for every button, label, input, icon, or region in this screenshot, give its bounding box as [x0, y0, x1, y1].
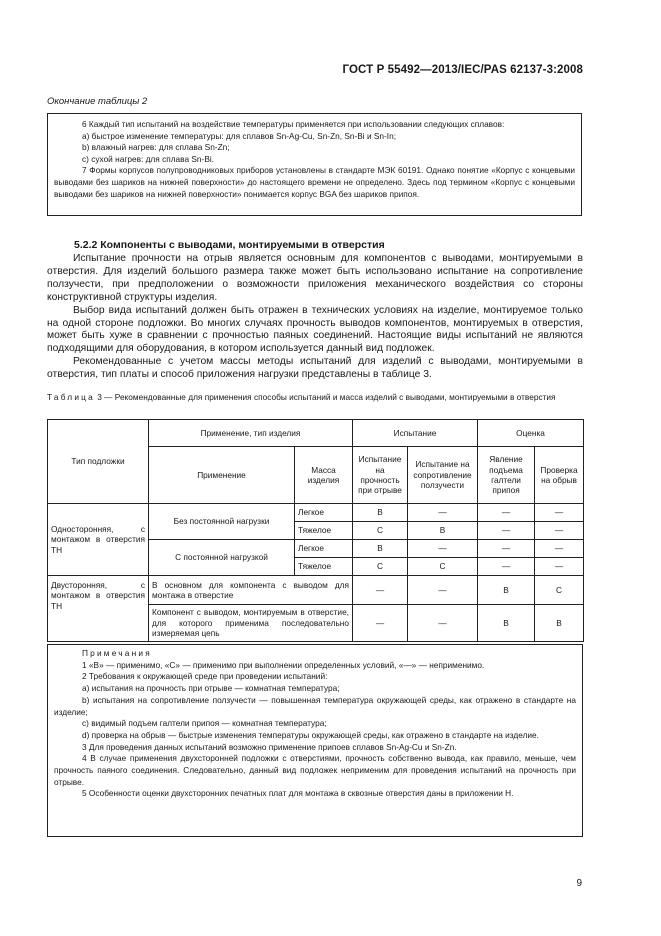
document-code-header: ГОСТ Р 55492—2013/IEC/PAS 62137-3:2008 [342, 64, 583, 76]
table-cell: B [353, 540, 408, 558]
paragraph-2: Выбор вида испытаний должен быть отражен в технических условиях на изделие, монтируемое только на одной стороне подложки. Во многих случаях прочность выводов компонентов, монтируемых в отверстия, может быть хуже в сравнении с прочностью паяных соединений. Настоящие виды испытаний не являются подходящими для оборудования, в котором используется данный вид подложек. [47, 304, 583, 355]
table-cell: C [353, 522, 408, 540]
row-component-sequential: Компонент с выводом, монтируемым в отверстие, для которого применима последовательно измеряемая цепь [149, 605, 353, 642]
table-cell: C [408, 558, 478, 576]
table-cell: — [478, 558, 535, 576]
table2-notes-box [47, 113, 582, 216]
table-cell: C [535, 576, 584, 605]
table-cell: — [408, 504, 478, 522]
note-2: 2 Требования к окружающей среде при проведении испытаний: [82, 671, 328, 682]
header-evaluation-group: Оценка [478, 420, 584, 447]
table-cell: — [535, 540, 584, 558]
mass-light: Легкое [295, 504, 353, 522]
table-cell: — [535, 522, 584, 540]
table-cell: — [353, 605, 408, 642]
table3-caption [47, 392, 583, 403]
note-1: 1 «B» — применимо, «C» — применимо при выполнении определенных условий, «—» — неприменимо. [82, 659, 485, 670]
table-continuation-caption: Окончание таблицы 2 [47, 96, 148, 107]
section-body [47, 253, 583, 382]
row-single-sided: Односторонняя, с монтажом в отверстия TH [48, 504, 149, 576]
note-2b: b) испытания на сопротивление ползучести — повышенная температура окружающей среды, как отражено в стандарте на изделие; [54, 694, 576, 717]
mass-light: Легкое [295, 540, 353, 558]
header-open-check: Проверка на обрыв [535, 447, 584, 504]
table-cell: — [353, 576, 408, 605]
table-cell: — [408, 605, 478, 642]
row-no-load: Без постоянной нагрузки [149, 504, 295, 540]
header-application-group: Применение, тип изделия [149, 420, 353, 447]
header-test-group: Испытание [353, 420, 478, 447]
header-pull-test: Испытание на прочность при отрыве [353, 447, 408, 504]
table3-caption-word: Таблица [47, 392, 95, 402]
table-cell: — [478, 540, 535, 558]
page-number: 9 [576, 878, 582, 889]
table-cell: B [478, 605, 535, 642]
table-cell: B [535, 605, 584, 642]
table-cell: C [353, 558, 408, 576]
table3-caption-text: 3 — Рекомендованные для применения способы испытаний и масса изделий с выводами, монтируемыми в отверстия [97, 392, 556, 402]
notes-title: Примечания [82, 648, 152, 658]
table-cell: — [535, 558, 584, 576]
table-row [48, 504, 584, 522]
header-creep-test: Испытание на сопротивление ползучести [408, 447, 478, 504]
table-3 [47, 419, 584, 642]
row-constant-load: С постоянной нагрузкой [149, 540, 295, 576]
table-cell: — [408, 540, 478, 558]
mass-heavy: Тяжелое [295, 558, 353, 576]
paragraph-1: Испытание прочности на отрыв является основным для компонентов с выводами, монтируемыми в отверстия. Для изделий большого размера также может быть использовано испытание на сопротивление ползучести, при предположении о возможности приложения механического воздействия со стороны конструктивной структуры изделия. [47, 253, 583, 303]
table-cell: B [353, 504, 408, 522]
note-6-item-a: a) быстрое изменение температуры: для сплавов Sn-Ag-Cu, Sn-Zn, Sn-Bi и Sn-In; [82, 130, 397, 141]
header-substrate-type: Тип подложки [48, 420, 149, 504]
paragraph-3: Рекомендованные с учетом массы методы испытаний для изделий с выводами, монтируемыми в отверстия, тип платы и способ приложения нагрузки представлены в таблице 3. [47, 356, 583, 381]
table-cell: — [478, 522, 535, 540]
table3-notes-box [47, 644, 583, 837]
note-6-intro: 6 Каждый тип испытаний на воздействие температуры применяется при использовании следующих сплавов: [82, 119, 505, 129]
note-6-item-c: c) сухой нагрев: для сплава Sn-Bi. [82, 153, 214, 164]
table-cell: B [478, 576, 535, 605]
note-6-item-b: b) влажный нагрев: для сплава Sn-Zn; [82, 142, 230, 153]
note-4: 4 В случае применения двухсторонней подложки с отверстиями, прочность собственно вывода, как правило, меньше, чем прочность паяного соединения. Следовательно, данный вид подложек неприменим для проведения испытаний на прочность при отрыве. [54, 753, 576, 787]
note-2c: c) видимый подъем галтели припоя — комнатная температура; [82, 718, 327, 729]
note-5: 5 Особенности оценки двухсторонних печатных плат для монтажа в сквозные отверстия даны в приложении Н. [82, 788, 514, 799]
section-heading: 5.2.2 Компоненты с выводами, монтируемыми в отверстия [74, 239, 385, 251]
header-mass: Масса изделия [295, 447, 353, 504]
header-application: Применение [149, 447, 295, 504]
note-2a: a) испытания на прочность при отрыве — комнатная температура; [82, 683, 340, 694]
note-2d: d) проверка на обрыв — быстрые изменения температуры окружающей среды, как отражено в стандарте на изделие. [82, 729, 539, 740]
row-double-sided: Двусторонняя, с монтажом в отверстия TH [48, 576, 149, 642]
note-7: 7 Формы корпусов полупроводниковых приборов установлены в стандарте МЭК 60191. Однако понятие «Корпус с концевыми выводами без шариков на нижней поверхности» до настоящего времени не определено. Здесь под термином «Корпус с концевыми выводами без шариков на нижней поверхности» понимается корпус BGA без шариков припоя. [54, 165, 575, 199]
note-3: 3 Для проведения данных испытаний возможно применение припоев сплавов Sn-Ag-Cu и Sn-Zn. [82, 741, 457, 752]
table-cell: — [408, 576, 478, 605]
mass-heavy: Тяжелое [295, 522, 353, 540]
header-fillet-lift: Явление подъема галтели припоя [478, 447, 535, 504]
table-cell: B [408, 522, 478, 540]
row-component-mount: В основном для компонента с выводом для монтажа в отверстие [149, 576, 353, 605]
table-cell: — [478, 504, 535, 522]
table-row [48, 576, 584, 605]
table-cell: — [535, 504, 584, 522]
